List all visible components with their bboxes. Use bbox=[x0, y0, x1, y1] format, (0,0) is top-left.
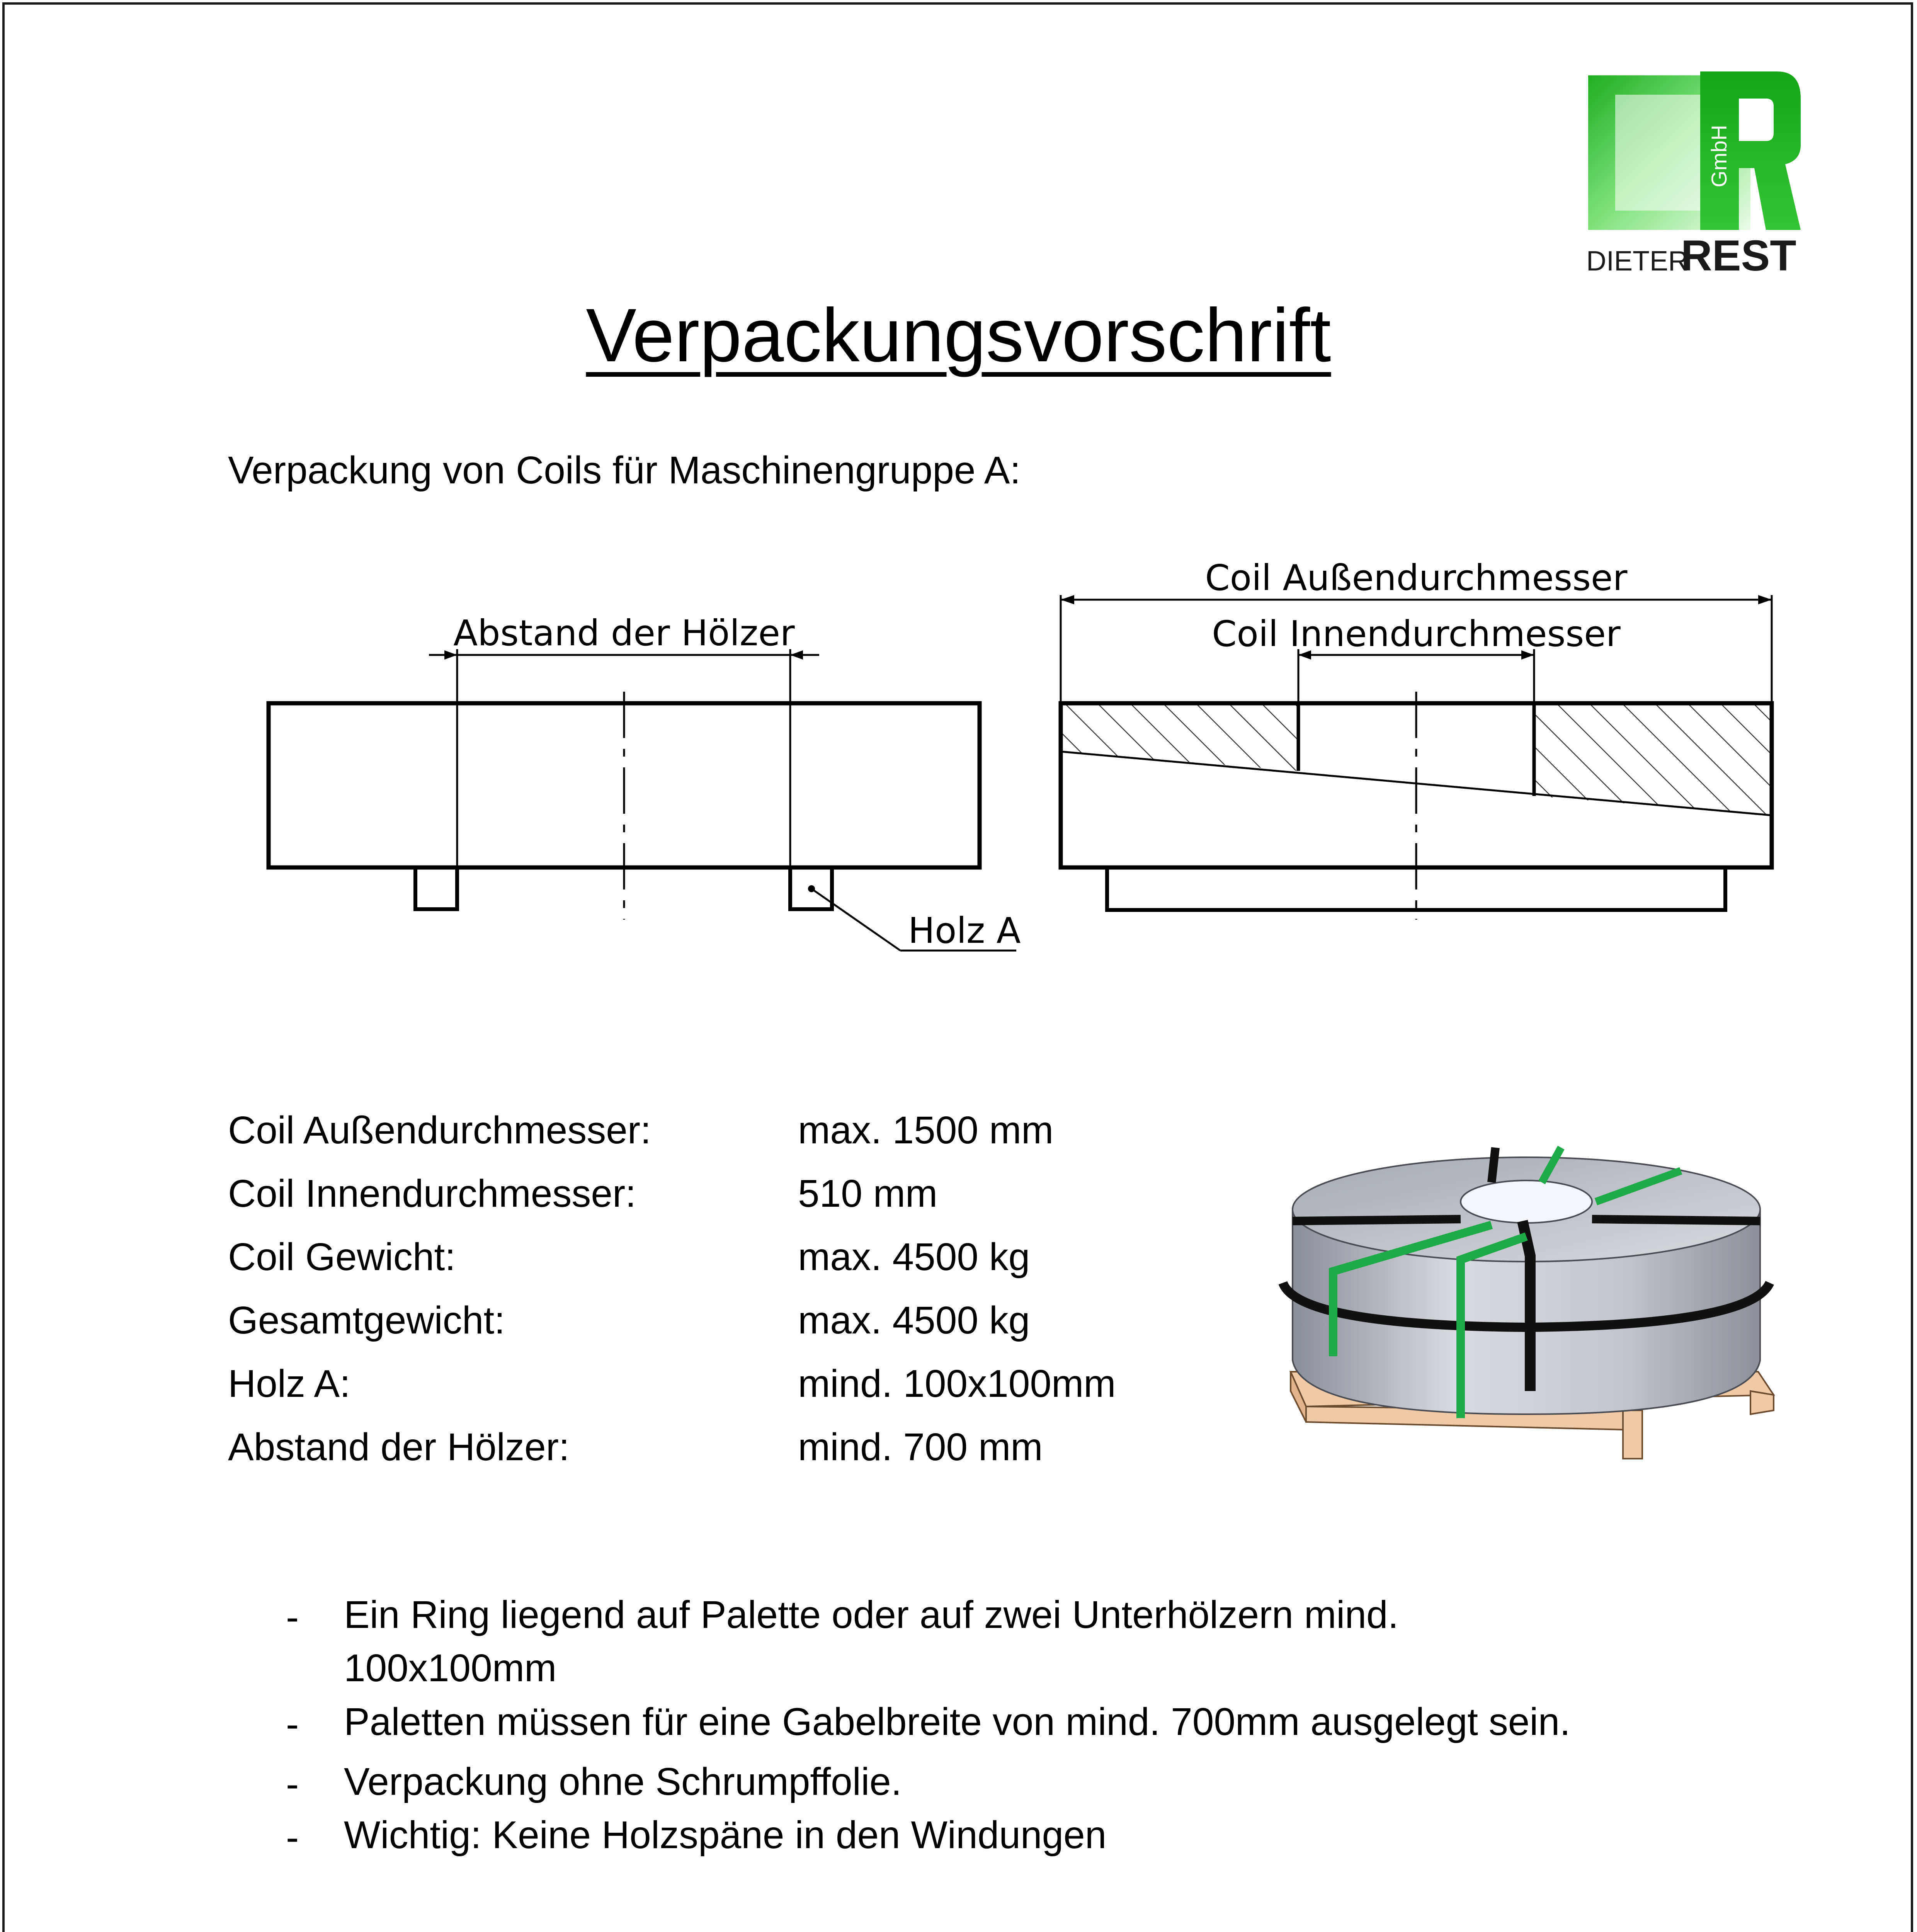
list-item-text: Wichtig: Keine Holzspäne in den Windungen bbox=[344, 1813, 1107, 1857]
spec-row-inner-diameter bbox=[228, 1172, 938, 1216]
spec-label: Coil Außendurchmesser: bbox=[228, 1109, 651, 1152]
spec-value: max. 4500 kg bbox=[798, 1235, 1030, 1279]
dimension-label-spacing: Abstand der Hölzer bbox=[453, 612, 795, 654]
list-item-line: 100x100mm bbox=[344, 1646, 557, 1690]
logo-gmbh-text: GmbH bbox=[1707, 125, 1731, 187]
list-item-line: Ein Ring liegend auf Palette oder auf zwei Unterhölzern mind. bbox=[344, 1593, 1399, 1636]
logo-dieter-text: DIETER bbox=[1586, 246, 1689, 277]
left-side-drawing bbox=[269, 612, 1021, 951]
dimension-label-outer-diameter: Coil Außendurchmesser bbox=[1205, 557, 1628, 599]
list-dash: - bbox=[286, 1702, 299, 1746]
section-subtitle: Verpackung von Coils für Maschinengruppe A: bbox=[228, 449, 1021, 492]
spec-row-total-weight bbox=[228, 1298, 1030, 1343]
spec-label: Holz A: bbox=[228, 1362, 350, 1405]
spec-row-outer-diameter bbox=[228, 1108, 1054, 1153]
spec-value: 510 mm bbox=[798, 1172, 938, 1215]
spec-row-wood-spacing bbox=[228, 1425, 1043, 1469]
spec-label: Abstand der Hölzer: bbox=[228, 1425, 570, 1469]
spec-label: Coil Innendurchmesser: bbox=[228, 1172, 636, 1215]
coil-illustration bbox=[1275, 1144, 1789, 1464]
list-item-text: Paletten müssen für eine Gabelbreite von mind. 700mm ausgelegt sein. bbox=[344, 1700, 1571, 1743]
spec-label: Gesamtgewicht: bbox=[228, 1299, 505, 1342]
spec-value: max. 4500 kg bbox=[798, 1299, 1030, 1342]
list-item-text bbox=[344, 1588, 1398, 1695]
spec-row-coil-weight bbox=[228, 1235, 1030, 1279]
spec-value: mind. 700 mm bbox=[798, 1425, 1043, 1469]
callout-label-wood: Holz A bbox=[908, 910, 1021, 951]
spec-value: mind. 100x100mm bbox=[798, 1362, 1116, 1405]
dimension-label-inner-diameter: Coil Innendurchmesser bbox=[1212, 613, 1621, 655]
list-item-text: Verpackung ohne Schrumpffolie. bbox=[344, 1760, 902, 1803]
spec-value: max. 1500 mm bbox=[798, 1109, 1054, 1152]
list-dash: - bbox=[286, 1762, 299, 1806]
wood-block-left bbox=[415, 867, 457, 909]
right-section-drawing bbox=[1061, 557, 1772, 920]
page-title-text: Verpackungsvorschrift bbox=[586, 293, 1331, 378]
list-dash: - bbox=[286, 1816, 299, 1859]
spec-row-wood bbox=[228, 1362, 1116, 1406]
list-dash: - bbox=[286, 1595, 299, 1639]
logo-rest-text: REST bbox=[1681, 231, 1796, 280]
spec-label: Coil Gewicht: bbox=[228, 1235, 456, 1279]
